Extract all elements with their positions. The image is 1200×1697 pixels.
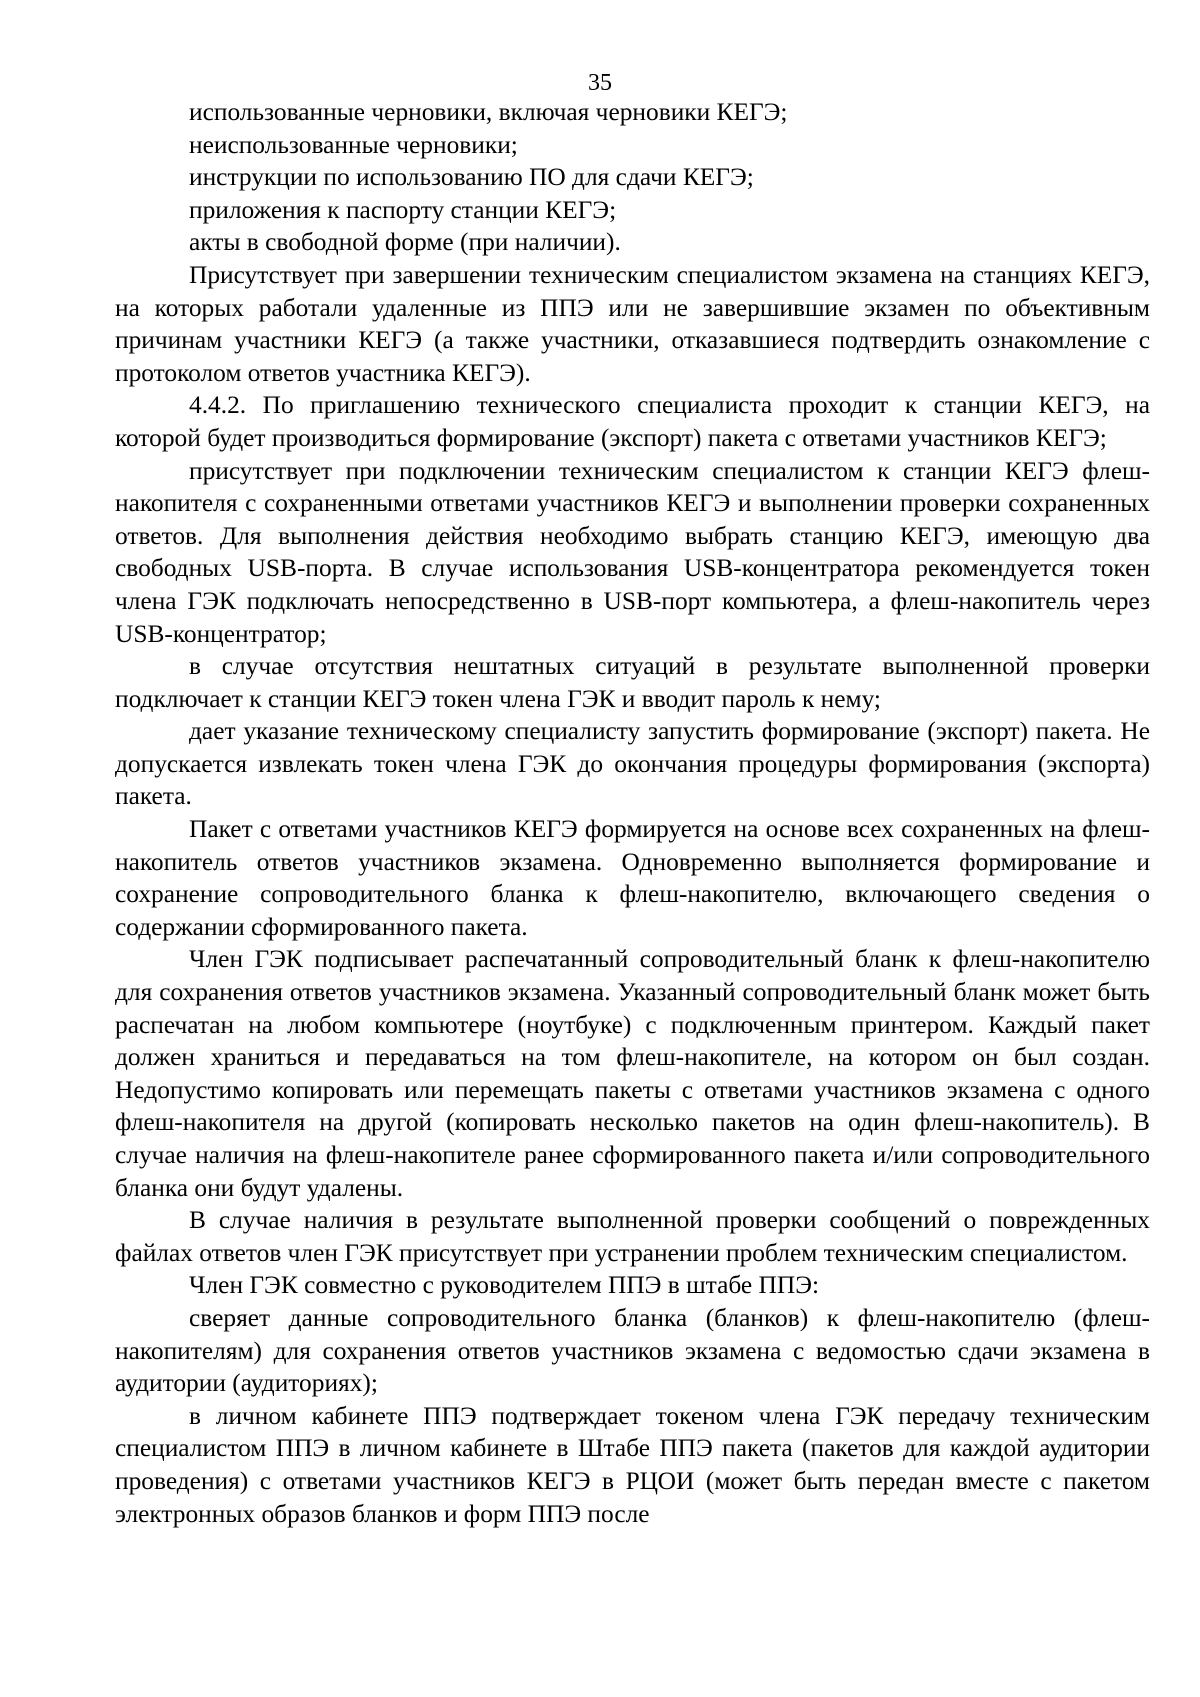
paragraph: акты в свободной форме (при наличии).: [189, 228, 621, 257]
paragraph: в случае отсутствия нештатных ситуаций в результате выполненной проверки подключает к станции КЕГЭ токен члена ГЭК и вводит пароль к нему;: [115, 652, 1150, 713]
paragraph: инструкции по использованию ПО для сдачи КЕГЭ;: [189, 163, 754, 192]
paragraph: приложения к паспорту станции КЕГЭ;: [189, 195, 617, 224]
paragraph: использованные черновики, включая черновики КЕГЭ;: [189, 98, 788, 126]
paragraph: дает указание техническому специалисту запустить формирование (экспорт) пакета. Не допускается извлекать токен члена ГЭК до окончания процедуры формирования (экспорта) пакета.: [115, 717, 1150, 811]
paragraph: 4.4.2. По приглашению технического специалиста проходит к станции КЕГЭ, на которой будет производиться формирование (экспорт) пакета с ответами участников КЕГЭ;: [115, 391, 1150, 452]
page-number: 35: [588, 70, 612, 96]
paragraph: сверяет данные сопроводительного бланка (бланков) к флеш-накопителю (флеш-накопителям) для сохранения ответов участников экзамена с ведомостью сдачи экзамена в аудитории (аудиториях);: [115, 1303, 1150, 1398]
paragraph: В случае наличия в результате выполненной проверки сообщений о поврежденных файлах ответов член ГЭК присутствует при устранении проблем техническим специалистом.: [115, 1206, 1150, 1267]
document-body: [115, 96, 1150, 1530]
paragraph: Член ГЭК совместно с руководителем ППЭ в штабе ППЭ:: [189, 1271, 820, 1300]
paragraph: Присутствует при завершении техническим специалистом экзамена на станциях КЕГЭ, на которых работали удаленные из ППЭ или не завершившие экзамен по объективным причинам участники КЕГЭ (а также участники, отказавшиеся подтвердить ознакомление с протоколом ответов участника КЕГЭ).: [115, 260, 1150, 387]
paragraph: присутствует при подключении техническим специалистом к станции КЕГЭ флеш-накопителя с сохраненными ответами участников КЕГЭ и выполнении проверки сохраненных ответов. Для выполнения действия необходимо выбрать станцию КЕГЭ, имеющую два свободных USB-порта. В случае использования USB-концентратора рекомендуется токен члена ГЭК подключать непосредственно в USB-порт компьютера, а флеш-накопитель через USB-концентратор;: [115, 456, 1150, 648]
paragraph: неиспользованные черновики;: [189, 130, 518, 159]
paragraph: в личном кабинете ППЭ подтверждает токеном члена ГЭК передачу техническим специалистом ППЭ в личном кабинете в Штабе ППЭ пакета (пакетов для каждой аудитории проведения) с ответами участников КЕГЭ в РЦОИ (может быть передан вместе с пакетом электронных образов бланков и форм ППЭ после: [115, 1401, 1150, 1528]
paragraph: Член ГЭК подписывает распечатанный сопроводительный бланк к флеш-накопителю для сохранения ответов участников экзамена. Указанный сопроводительный бланк может быть распечатан на любом компьютере (ноутбуке) с подключенным принтером. Каждый пакет должен храниться и передаваться на том флеш-накопителе, на котором он был создан. Недопустимо копировать или перемещать пакеты с ответами участников экзамена с одного флеш-накопителя на другой (копировать несколько пакетов на один флеш-накопитель). В случае наличия на флеш-накопителе ранее сформированного пакета и/или сопроводительного бланка они будут удалены.: [115, 945, 1150, 1202]
paragraph: Пакет с ответами участников КЕГЭ формируется на основе всех сохраненных на флеш-накопитель ответов участников экзамена. Одновременно выполняется формирование и сохранение сопроводительного бланка к флеш-накопителю, включающего сведения о содержании сформированного пакета.: [115, 815, 1150, 941]
